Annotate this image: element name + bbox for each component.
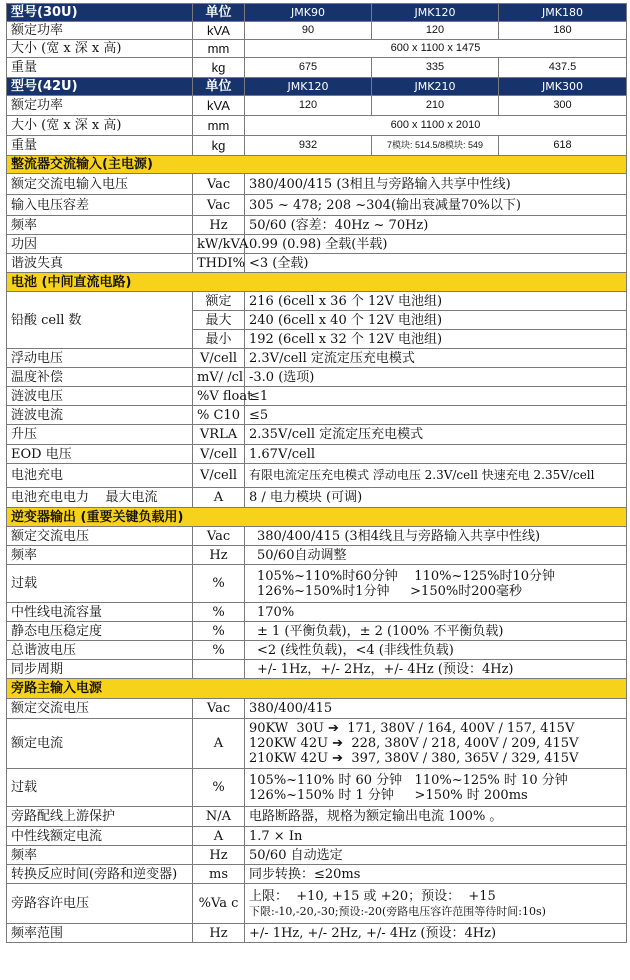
spec-row xyxy=(7,216,627,235)
spec-row xyxy=(7,565,627,603)
row-unit: Hz xyxy=(193,546,245,565)
rated-power-row-42u xyxy=(7,96,627,116)
row-unit: % xyxy=(193,622,245,641)
model-name: JMK300 xyxy=(499,78,627,96)
row-unit: kg xyxy=(193,136,245,156)
row-value: 675 xyxy=(245,58,372,78)
value-line: 105%~110% 时 60 分钟 110%~125% 时 10 分钟 xyxy=(249,772,568,788)
spec-row xyxy=(7,546,627,565)
spec-row xyxy=(7,195,627,216)
row-unit: %Va c xyxy=(193,884,245,924)
row-unit: V/cell xyxy=(193,464,245,488)
row-unit: Hz xyxy=(193,924,245,943)
unit-header: 单位 xyxy=(193,4,245,22)
row-sub-label: 最小 xyxy=(193,330,245,349)
spec-table xyxy=(6,3,627,943)
row-value: 1.67V/cell xyxy=(245,445,627,464)
header-row-30u xyxy=(7,4,627,22)
row-label: 额定电流 xyxy=(7,719,193,769)
row-value: 600 x 1100 x 2010 xyxy=(245,116,627,136)
row-unit xyxy=(193,660,245,679)
row-value: 210 xyxy=(372,96,499,116)
row-label: 中性线额定电流 xyxy=(7,827,193,846)
row-unit: mV/ /cl xyxy=(193,368,245,387)
row-value: ≤5 xyxy=(245,406,627,425)
row-unit: Vac xyxy=(193,195,245,216)
model-name: JMK120 xyxy=(372,4,499,22)
row-unit: % C10 xyxy=(193,406,245,425)
row-unit: kW/kVA xyxy=(193,235,245,254)
row-label: 电池充电 xyxy=(7,464,193,488)
row-value: +/- 1Hz，+/- 2Hz，+/- 4Hz (预设：4Hz) xyxy=(245,660,627,679)
model-header: 型号(42U) xyxy=(7,78,193,96)
row-value: 380/400/415 (3相且与旁路输入共享中性线) xyxy=(245,174,627,195)
row-unit: VRLA xyxy=(193,425,245,445)
row-value: 240 (6cell x 40 个 12V 电池组) xyxy=(245,311,627,330)
row-unit: Hz xyxy=(193,216,245,235)
spec-row xyxy=(7,622,627,641)
row-value: 380/400/415 xyxy=(245,699,627,719)
row-unit: A xyxy=(193,719,245,769)
row-value: 2.3V/cell 定流定压充电模式 xyxy=(245,349,627,368)
row-value: 同步转换：≤20ms xyxy=(245,865,627,884)
row-label: 涟波电流 xyxy=(7,406,193,425)
spec-row xyxy=(7,699,627,719)
spec-row xyxy=(7,254,627,273)
row-value: 380/400/415 (3相4线且与旁路输入共享中性线) xyxy=(245,527,627,546)
row-label: 额定交流电压 xyxy=(7,699,193,719)
row-label: 重量 xyxy=(7,58,193,78)
spec-sheet xyxy=(6,3,626,943)
row-value: +/- 1Hz, +/- 2Hz, +/- 4Hz (预设：4Hz) xyxy=(245,924,627,943)
row-unit: % xyxy=(193,641,245,660)
row-value: 300 xyxy=(499,96,627,116)
row-value: 50/60 自动选定 xyxy=(245,846,627,865)
row-value: 600 x 1100 x 1475 xyxy=(245,40,627,58)
unit-header: 单位 xyxy=(193,78,245,96)
row-value: 电路断路器，规格为额定输出电流 100% 。 xyxy=(245,807,627,827)
spec-row xyxy=(7,349,627,368)
value-line: 126%~150% 时 1 分钟 >150% 时 200ms xyxy=(249,787,528,803)
row-value: -3.0 (选项) xyxy=(245,368,627,387)
model-name: JMK90 xyxy=(245,4,372,22)
row-value: 120 xyxy=(245,96,372,116)
row-unit: ms xyxy=(193,865,245,884)
row-label: 额定功率 xyxy=(7,22,193,40)
row-label: 额定交流电压 xyxy=(7,527,193,546)
spec-row xyxy=(7,827,627,846)
row-label: 过载 xyxy=(7,565,193,603)
row-value: 2.35V/cell 定流定压充电模式 xyxy=(245,425,627,445)
size-row-42u xyxy=(7,116,627,136)
row-value xyxy=(245,769,627,807)
row-label: 中性线电流容量 xyxy=(7,603,193,622)
row-label: 温度补偿 xyxy=(7,368,193,387)
row-label: 频率范围 xyxy=(7,924,193,943)
row-unit: % xyxy=(193,769,245,807)
row-sub-label: 最大 xyxy=(193,311,245,330)
row-value: ≤1 xyxy=(245,387,627,406)
row-label: 同步周期 xyxy=(7,660,193,679)
row-label: 大小 (宽 x 深 x 高) xyxy=(7,40,193,58)
spec-row xyxy=(7,387,627,406)
row-value xyxy=(245,884,627,924)
row-value: <2 (线性负载)，<4 (非线性负载) xyxy=(245,641,627,660)
row-value: 618 xyxy=(499,136,627,156)
section-rectifier xyxy=(7,156,627,174)
section-bypass xyxy=(7,679,627,699)
row-unit: Vac xyxy=(193,699,245,719)
model-name: JMK210 xyxy=(372,78,499,96)
spec-row xyxy=(7,846,627,865)
row-label: 铅酸 cell 数 xyxy=(7,292,193,349)
row-label: EOD 电压 xyxy=(7,445,193,464)
row-label: 旁路配线上游保护 xyxy=(7,807,193,827)
value-line: 下限:-10,-20,-30;预设:-20(旁路电压容许范围等待时间:10s) xyxy=(249,904,546,918)
row-label: 电池充电电力 最大电流 xyxy=(7,488,193,508)
row-unit: V/cell xyxy=(193,349,245,368)
row-label: 转换反应时间(旁路和逆变器) xyxy=(7,865,193,884)
row-label: 旁路容许电压 xyxy=(7,884,193,924)
spec-row xyxy=(7,660,627,679)
spec-row xyxy=(7,488,627,508)
spec-row xyxy=(7,769,627,807)
lead-acid-row xyxy=(7,292,627,311)
row-label: 大小 (宽 x 深 x 高) xyxy=(7,116,193,136)
spec-row xyxy=(7,235,627,254)
spec-row xyxy=(7,924,627,943)
row-value: 437.5 xyxy=(499,58,627,78)
spec-row xyxy=(7,865,627,884)
spec-row xyxy=(7,641,627,660)
row-value: ± 1 (平衡负载)，± 2 (100% 不平衡负载) xyxy=(245,622,627,641)
row-value: 335 xyxy=(372,58,499,78)
spec-row xyxy=(7,445,627,464)
spec-row xyxy=(7,807,627,827)
row-value: 7模块: 514.5/8模块: 549 xyxy=(372,136,499,156)
row-value: 120 xyxy=(372,22,499,40)
row-value: 50/60 (容差：40Hz ~ 70Hz) xyxy=(245,216,627,235)
model-name: JMK120 xyxy=(245,78,372,96)
row-label: 重量 xyxy=(7,136,193,156)
section-title: 电池 (中间直流电路) xyxy=(7,273,627,292)
model-header: 型号(30U) xyxy=(7,4,193,22)
row-value: 305 ~ 478; 208 ~304(输出衰减量70%以下) xyxy=(245,195,627,216)
row-unit: THDI% xyxy=(193,254,245,273)
weight-row-30u xyxy=(7,58,627,78)
row-label: 额定功率 xyxy=(7,96,193,116)
row-unit: % xyxy=(193,565,245,603)
row-label: 浮动电压 xyxy=(7,349,193,368)
row-label: 谐波失真 xyxy=(7,254,193,273)
spec-row xyxy=(7,464,627,488)
spec-row xyxy=(7,406,627,425)
row-sub-label: 额定 xyxy=(193,292,245,311)
spec-row xyxy=(7,174,627,195)
row-unit: N/A xyxy=(193,807,245,827)
row-value: 180 xyxy=(499,22,627,40)
row-unit: kg xyxy=(193,58,245,78)
spec-row xyxy=(7,884,627,924)
spec-row xyxy=(7,368,627,387)
spec-row xyxy=(7,527,627,546)
section-inverter xyxy=(7,508,627,527)
spec-row xyxy=(7,603,627,622)
section-title: 旁路主输入电源 xyxy=(7,679,627,699)
row-value: 192 (6cell x 32 个 12V 电池组) xyxy=(245,330,627,349)
header-row-42u xyxy=(7,78,627,96)
section-title: 整流器交流输入(主电源) xyxy=(7,156,627,174)
row-label: 频率 xyxy=(7,216,193,235)
row-label: 静态电压稳定度 xyxy=(7,622,193,641)
row-label: 额定交流电输入电压 xyxy=(7,174,193,195)
row-label: 频率 xyxy=(7,846,193,865)
row-label: 涟波电压 xyxy=(7,387,193,406)
row-value: 有限电流定压充电模式 浮动电压 2.3V/cell 快速充电 2.35V/cell xyxy=(245,464,627,488)
row-label: 总谐波电压 xyxy=(7,641,193,660)
row-unit: Hz xyxy=(193,846,245,865)
row-unit: V/cell xyxy=(193,445,245,464)
value-line: 126%~150%时1分钟 >150%时200毫秒 xyxy=(257,583,523,599)
weight-row-42u xyxy=(7,136,627,156)
row-unit: kVA xyxy=(193,96,245,116)
row-value: 170% xyxy=(245,603,627,622)
row-unit: Vac xyxy=(193,527,245,546)
row-label: 功因 xyxy=(7,235,193,254)
row-unit: Vac xyxy=(193,174,245,195)
row-unit: A xyxy=(193,488,245,508)
row-label: 输入电压容差 xyxy=(7,195,193,216)
value-line: 上限： +10, +15 或 +20；预设： +15 xyxy=(249,888,496,904)
row-unit: %V float xyxy=(193,387,245,406)
row-unit: kVA xyxy=(193,22,245,40)
row-unit: % xyxy=(193,603,245,622)
row-value: 8 / 电力模块 (可调) xyxy=(245,488,627,508)
row-value: 50/60自动调整 xyxy=(245,546,627,565)
value-line: 105%~110%时60分钟 110%~125%时10分钟 xyxy=(257,568,556,584)
row-unit: mm xyxy=(193,40,245,58)
rated-power-row-30u xyxy=(7,22,627,40)
size-row-30u xyxy=(7,40,627,58)
row-unit: A xyxy=(193,827,245,846)
row-unit: mm xyxy=(193,116,245,136)
spec-row xyxy=(7,719,627,769)
value-line: 90KW 30U ➔ 171, 380V / 164, 400V / 157, 415V xyxy=(249,721,575,736)
section-title: 逆变器输出 (重要关键负载用) xyxy=(7,508,627,527)
row-value xyxy=(245,719,627,769)
row-value: 90 xyxy=(245,22,372,40)
row-value: 0.99 (0.98) 全载(半载) xyxy=(245,235,627,254)
spec-row xyxy=(7,425,627,445)
section-battery xyxy=(7,273,627,292)
value-line: 210KW 42U ➔ 397, 380V / 380, 365V / 329, 415V xyxy=(249,751,579,766)
row-label: 频率 xyxy=(7,546,193,565)
model-name: JMK180 xyxy=(499,4,627,22)
row-value: 932 xyxy=(245,136,372,156)
row-label: 过载 xyxy=(7,769,193,807)
row-value: 216 (6cell x 36 个 12V 电池组) xyxy=(245,292,627,311)
row-label: 升压 xyxy=(7,425,193,445)
value-line: 120KW 42U ➔ 228, 380V / 218, 400V / 209, 415V xyxy=(249,736,579,751)
row-value: 1.7 × In xyxy=(245,827,627,846)
row-value: <3 (全载) xyxy=(245,254,627,273)
row-value xyxy=(245,565,627,603)
